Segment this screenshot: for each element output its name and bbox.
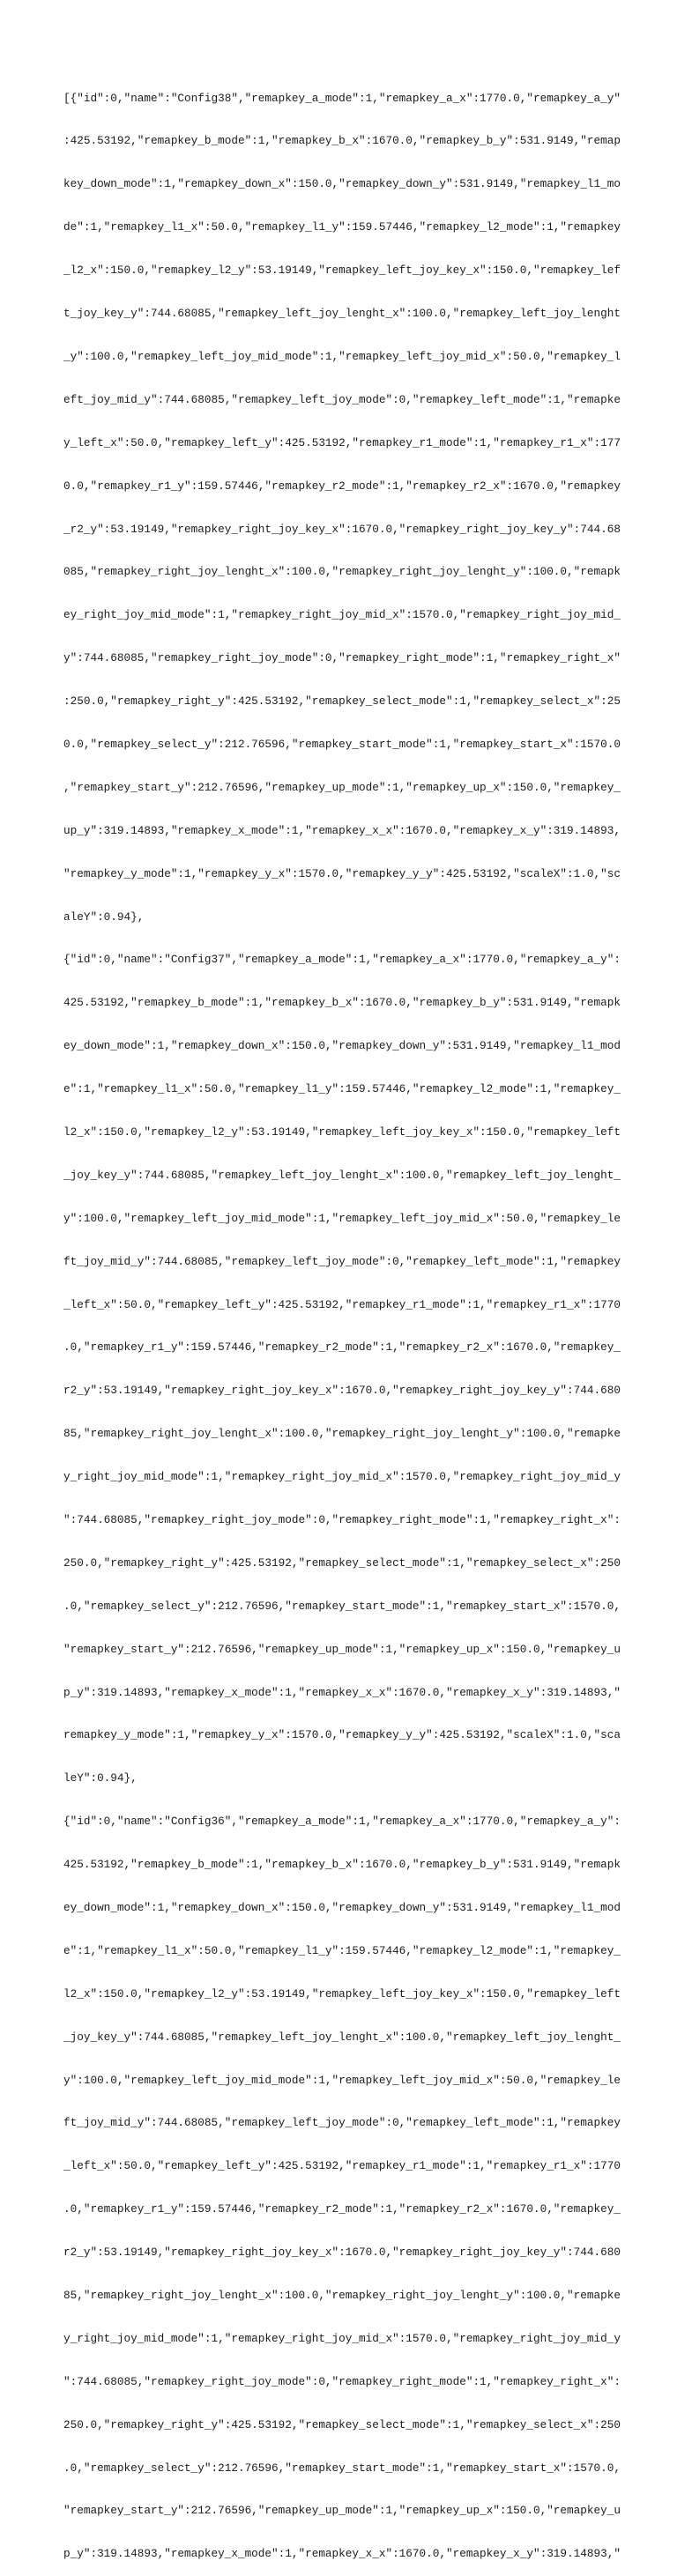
text-line: y_right_joy_mid_mode":1,"remapkey_right_joy_mid_x":1570.0,"remapkey_right_joy_mid_y	[63, 2331, 621, 2345]
text-line: 085,"remapkey_right_joy_lenght_x":100.0,"remapkey_right_joy_lenght_y":100.0,"remapk	[63, 565, 621, 579]
text-line: leY":0.94},	[63, 1771, 138, 1785]
text-line: y":744.68085,"remapkey_right_joy_mode":0,"remapkey_right_mode":1,"remapkey_right_x"	[63, 651, 621, 665]
text-line: de":1,"remapkey_l1_x":50.0,"remapkey_l1_y":159.57446,"remapkey_l2_mode":1,"remapkey	[63, 220, 621, 234]
text-line: key_down_mode":1,"remapkey_down_x":150.0,"remapkey_down_y":531.9149,"remapkey_l1_mo	[63, 177, 621, 191]
text-line: ":744.68085,"remapkey_right_joy_mode":0,"remapkey_right_mode":1,"remapkey_right_x":	[63, 2374, 621, 2388]
text-line: [{"id":0,"name":"Config38","remapkey_a_mode":1,"remapkey_a_x":1770.0,"remapkey_a_y"	[63, 91, 621, 105]
text-line: p_y":319.14893,"remapkey_x_mode":1,"remapkey_x_x":1670.0,"remapkey_x_y":319.14893,"	[63, 2547, 621, 2561]
text-line: 85,"remapkey_right_joy_lenght_x":100.0,"remapkey_right_joy_lenght_y":100.0,"remapke	[63, 1427, 621, 1441]
text-line: r2_y":53.19149,"remapkey_right_joy_key_x":1670.0,"remapkey_right_joy_key_y":744.680	[63, 1384, 621, 1398]
text-line: _r2_y":53.19149,"remapkey_right_joy_key_x":1670.0,"remapkey_right_joy_key_y":744.68	[63, 522, 621, 536]
text-line: ft_joy_mid_y":744.68085,"remapkey_left_joy_mode":0,"remapkey_left_mode":1,"remapkey	[63, 1254, 621, 1268]
text-line: :425.53192,"remapkey_b_mode":1,"remapkey_b_x":1670.0,"remapkey_b_y":531.9149,"remap	[63, 134, 621, 148]
text-line: _left_x":50.0,"remapkey_left_y":425.53192,"remapkey_r1_mode":1,"remapkey_r1_x":1770	[63, 1297, 621, 1311]
text-line: eft_joy_mid_y":744.68085,"remapkey_left_joy_mode":0,"remapkey_left_mode":1,"remapke	[63, 392, 621, 406]
text-line: .0,"remapkey_r1_y":159.57446,"remapkey_r2_mode":1,"remapkey_r2_x":1670.0,"remapkey_	[63, 2202, 621, 2216]
text-line: .0,"remapkey_select_y":212.76596,"remapkey_start_mode":1,"remapkey_start_x":1570.0,	[63, 2461, 621, 2475]
text-line: ,"remapkey_start_y":212.76596,"remapkey_up_mode":1,"remapkey_up_x":150.0,"remapkey_	[63, 780, 621, 794]
text-line: {"id":0,"name":"Config37","remapkey_a_mode":1,"remapkey_a_x":1770.0,"remapkey_a_y":	[63, 953, 621, 967]
text-line: {"id":0,"name":"Config36","remapkey_a_mode":1,"remapkey_a_x":1770.0,"remapkey_a_y":	[63, 1815, 621, 1829]
text-line: _y":100.0,"remapkey_left_joy_mid_mode":1,"remapkey_left_joy_mid_x":50.0,"remapkey_l	[63, 349, 621, 363]
text-line: "remapkey_start_y":212.76596,"remapkey_up_mode":1,"remapkey_up_x":150.0,"remapkey_u	[63, 2504, 621, 2518]
text-line: l2_x":150.0,"remapkey_l2_y":53.19149,"remapkey_left_joy_key_x":150.0,"remapkey_left	[63, 1986, 621, 2001]
text-line: e":1,"remapkey_l1_x":50.0,"remapkey_l1_y":159.57446,"remapkey_l2_mode":1,"remapkey_	[63, 1943, 621, 1957]
text-line: r2_y":53.19149,"remapkey_right_joy_key_x":1670.0,"remapkey_right_joy_key_y":744.680	[63, 2246, 621, 2260]
text-line: _l2_x":150.0,"remapkey_l2_y":53.19149,"remapkey_left_joy_key_x":150.0,"remapkey_lef	[63, 264, 621, 278]
text-line: 0.0,"remapkey_r1_y":159.57446,"remapkey_r2_mode":1,"remapkey_r2_x":1670.0,"remapkey	[63, 479, 621, 493]
text-line: aleY":0.94},	[63, 909, 145, 924]
text-line: ey_down_mode":1,"remapkey_down_x":150.0,"remapkey_down_y":531.9149,"remapkey_l1_mod	[63, 1039, 621, 1053]
text-line: e":1,"remapkey_l1_x":50.0,"remapkey_l1_y":159.57446,"remapkey_l2_mode":1,"remapkey_	[63, 1082, 621, 1096]
json-text-document	[63, 63, 621, 2576]
text-line: 250.0,"remapkey_right_y":425.53192,"remapkey_select_mode":1,"remapkey_select_x":250	[63, 2417, 621, 2431]
text-line: ey_down_mode":1,"remapkey_down_x":150.0,"remapkey_down_y":531.9149,"remapkey_l1_mod	[63, 1901, 621, 1914]
text-line: _joy_key_y":744.68085,"remapkey_left_joy_lenght_x":100.0,"remapkey_left_joy_lenght_	[63, 2030, 621, 2044]
text-line: "remapkey_start_y":212.76596,"remapkey_up_mode":1,"remapkey_up_x":150.0,"remapkey_u	[63, 1642, 621, 1656]
text-line: y_right_joy_mid_mode":1,"remapkey_right_joy_mid_x":1570.0,"remapkey_right_joy_mid_y	[63, 1470, 621, 1484]
text-line: 425.53192,"remapkey_b_mode":1,"remapkey_b_x":1670.0,"remapkey_b_y":531.9149,"remapk	[63, 1858, 621, 1872]
text-line: 425.53192,"remapkey_b_mode":1,"remapkey_b_x":1670.0,"remapkey_b_y":531.9149,"remapk	[63, 996, 621, 1010]
text-line: 85,"remapkey_right_joy_lenght_x":100.0,"remapkey_right_joy_lenght_y":100.0,"remapke	[63, 2289, 621, 2303]
text-line: t_joy_key_y":744.68085,"remapkey_left_joy_lenght_x":100.0,"remapkey_left_joy_lenght	[63, 307, 621, 321]
text-line: _left_x":50.0,"remapkey_left_y":425.53192,"remapkey_r1_mode":1,"remapkey_r1_x":1770	[63, 2159, 621, 2173]
text-line: p_y":319.14893,"remapkey_x_mode":1,"remapkey_x_x":1670.0,"remapkey_x_y":319.14893,"	[63, 1685, 621, 1699]
text-line: up_y":319.14893,"remapkey_x_mode":1,"remapkey_x_x":1670.0,"remapkey_x_y":319.14893,	[63, 823, 621, 837]
text-line: 250.0,"remapkey_right_y":425.53192,"remapkey_select_mode":1,"remapkey_select_x":250	[63, 1555, 621, 1570]
text-line: 0.0,"remapkey_select_y":212.76596,"remapkey_start_mode":1,"remapkey_start_x":1570.0	[63, 737, 621, 751]
text-line: l2_x":150.0,"remapkey_l2_y":53.19149,"remapkey_left_joy_key_x":150.0,"remapkey_left	[63, 1125, 621, 1139]
text-line: .0,"remapkey_select_y":212.76596,"remapkey_start_mode":1,"remapkey_start_x":1570.0,	[63, 1599, 621, 1613]
text-line: y":100.0,"remapkey_left_joy_mid_mode":1,"remapkey_left_joy_mid_x":50.0,"remapkey_le	[63, 2073, 621, 2087]
text-line: ft_joy_mid_y":744.68085,"remapkey_left_joy_mode":0,"remapkey_left_mode":1,"remapkey	[63, 2116, 621, 2130]
text-line: remapkey_y_mode":1,"remapkey_y_x":1570.0,"remapkey_y_y":425.53192,"scaleX":1.0,"sca	[63, 1728, 621, 1742]
text-line: ":744.68085,"remapkey_right_joy_mode":0,"remapkey_right_mode":1,"remapkey_right_x":	[63, 1512, 621, 1526]
text-line: _joy_key_y":744.68085,"remapkey_left_joy_lenght_x":100.0,"remapkey_left_joy_lenght_	[63, 1168, 621, 1182]
text-line: y_left_x":50.0,"remapkey_left_y":425.53192,"remapkey_r1_mode":1,"remapkey_r1_x":177	[63, 435, 621, 449]
text-line: y":100.0,"remapkey_left_joy_mid_mode":1,"remapkey_left_joy_mid_x":50.0,"remapkey_le	[63, 1211, 621, 1225]
text-line: :250.0,"remapkey_right_y":425.53192,"remapkey_select_mode":1,"remapkey_select_x":25	[63, 694, 621, 709]
text-line: "remapkey_y_mode":1,"remapkey_y_x":1570.0,"remapkey_y_y":425.53192,"scaleX":1.0,"sc	[63, 866, 621, 880]
text-line: .0,"remapkey_r1_y":159.57446,"remapkey_r2_mode":1,"remapkey_r2_x":1670.0,"remapkey_	[63, 1340, 621, 1355]
text-line: ey_right_joy_mid_mode":1,"remapkey_right_joy_mid_x":1570.0,"remapkey_right_joy_mid_	[63, 608, 621, 622]
